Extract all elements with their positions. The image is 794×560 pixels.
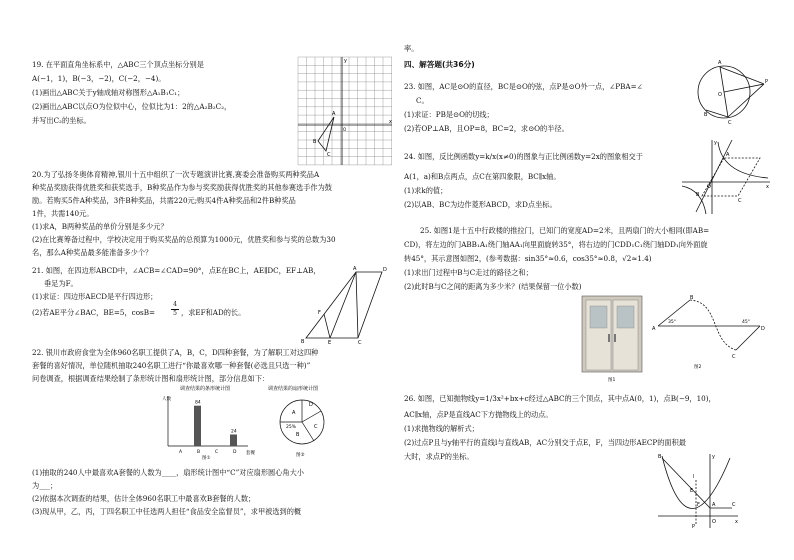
q25-line: (2)此时B与C之间的距离为多少米？(结果保留一位小数): [404, 282, 582, 291]
q24-hyperbola-figure: [678, 136, 772, 218]
q25-line: 25. 如图1是十五中行政楼的推拉门，已知门的宽度AD=2米，且两扇门的大小相同(即AB=: [420, 226, 710, 235]
q22-line: (1)抽取的240人中最喜欢A套餐的人数为____，扇形统计图中“C”对应扇形圆心角大小: [32, 468, 304, 477]
bar-chart-caption: 图①: [202, 456, 211, 460]
svg-text:C: C: [728, 120, 732, 126]
pie-label-b: B: [296, 432, 300, 438]
bar-category-label: B: [197, 450, 201, 455]
svg-text:x: x: [389, 119, 392, 125]
svg-text:P: P: [692, 524, 696, 530]
pie-label-c: C: [314, 424, 318, 430]
q26-parabola-figure: [654, 450, 740, 530]
q23-circle-figure: [692, 50, 772, 130]
svg-text:A: A: [652, 326, 656, 332]
svg-text:y: y: [712, 454, 715, 460]
fraction-denominator: 5: [173, 310, 177, 317]
door-illustration: [578, 292, 648, 384]
q23-line: (2)若OP⊥AB，且OP=8，BC=2，求⊙O的半径。: [404, 124, 569, 133]
q25-line: 转45°，其示意图如图2，(参考数据：sin35°≈0.6，cos35°≈0.8，√2≈1.4): [404, 254, 652, 263]
svg-text:B: B: [658, 454, 662, 460]
svg-text:O: O: [712, 519, 716, 525]
q23-line: (1)求证：PB是⊙O的切线；: [404, 110, 494, 119]
svg-text:C: C: [732, 502, 736, 508]
q20-line: 20.为了弘扬冬奥体育精神,银川十五中组织了一次专题演讲比赛,赛委会准备购买两种奖品A: [32, 170, 320, 179]
bar-b: [194, 406, 201, 446]
bar-chart-title: 调查结果的条形统计图: [180, 386, 231, 392]
svg-text:F: F: [318, 310, 321, 316]
q19-coordinate-grid: [296, 55, 394, 167]
svg-text:D: D: [383, 267, 387, 273]
svg-text:E: E: [690, 488, 694, 494]
svg-text:C: C: [738, 198, 742, 204]
svg-text:x: x: [735, 519, 738, 525]
svg-text:C: C: [732, 354, 736, 360]
q24-line: (2)以AB、BC为边作菱形ABCD，求D点坐标。: [404, 200, 557, 209]
q19-line: 并写出C₂的坐标。: [32, 116, 91, 125]
q24-line: A(1，a)和B点两点，点C在第四象限，BC∥x轴。: [404, 172, 561, 181]
q19-line: 19. 在平面直角坐标系中，△ABC三个顶点坐标分别是: [32, 60, 204, 69]
q24-line: (1)求k的值；: [404, 186, 448, 195]
pie-label-a: A: [292, 410, 296, 416]
q25-door-schematic: [650, 292, 770, 372]
q21-line: (1)求证：四边形AECD是平行四边形；: [32, 292, 158, 301]
q24-line: 24. 如图，反比例函数y=k/x(x≠0)的图象与正比例函数y=2x的图象相交于: [404, 152, 643, 161]
bar-value-label: 84: [195, 400, 201, 406]
svg-text:A: A: [726, 152, 730, 158]
q26-line: AC∥x轴，点P是直线AC下方抛物线上的动点。: [404, 410, 553, 419]
triangle-abc: [318, 117, 334, 151]
bar-chart: [150, 384, 260, 460]
svg-text:O: O: [707, 184, 711, 190]
svg-text:45°: 45°: [742, 320, 750, 325]
pie-chart-caption: 图②: [296, 453, 305, 458]
q22-line: 22. 银川市政府食堂为全体960名职工提供了A，B，C，D四种套餐，为了解职工对这四种: [32, 348, 319, 357]
q21-quadrilateral-figure: [300, 262, 390, 344]
q19-line: (2)画出△ABC以点O为位似中心，位似比为1：2的△A₂B₂C₂，: [32, 102, 232, 111]
point-b-label: B: [313, 139, 317, 145]
svg-text:B: B: [704, 112, 708, 118]
svg-text:图2: 图2: [694, 365, 702, 370]
section-heading: 四、解答题(共36分): [404, 60, 475, 69]
q23-line: C。: [416, 96, 429, 105]
bar-chart-ylabel: 人数: [162, 397, 171, 402]
q22-line: (3)现从甲，乙，丙，丁四名职工中任选两人担任“食品安全监督员”，求甲被选到的概: [32, 507, 302, 516]
q20-line: (1)求A，B两种奖品的单价分别是多少元？: [32, 222, 168, 231]
svg-text:35°: 35°: [668, 320, 676, 325]
svg-text:A: A: [712, 502, 716, 508]
q21-line: 垂足为F。: [44, 279, 78, 288]
svg-text:P: P: [765, 79, 769, 85]
continued-text: 率。: [404, 44, 419, 53]
q21-line: 21. 如图，在四边形ABCD中，∠ACB=∠CAD=90°，点E在BC上，AE∥DC，EF⊥AB，: [32, 266, 321, 275]
q20-line: 种奖品奖励获得优胜奖和获奖选手，B种奖品作为参与奖奖励获得优胜奖的其他参赛选手作为鼓: [32, 183, 332, 192]
q21-line: (2)若AE平分∠BAC，BE=5，cosB=: [32, 308, 156, 317]
svg-text:B: B: [690, 295, 694, 301]
q22-line: 为___；: [32, 481, 58, 490]
svg-text:A: A: [353, 266, 357, 272]
bar-chart-xlabel: 套餐: [246, 451, 255, 456]
point-c-label: C: [327, 152, 331, 158]
pie-chart: [262, 384, 342, 460]
svg-text:F: F: [697, 502, 700, 508]
q22-line: (2)依据本次调查的结果，估计全体960名职工中最喜欢B套餐的人数；: [32, 494, 256, 503]
bar-value-label: 24: [231, 429, 237, 435]
svg-text:A: A: [718, 60, 722, 66]
q20-line: 名，那么A种奖品最多能准备多少个？: [32, 248, 153, 257]
q20-line: 励。若购买5件A种奖品，3件B种奖品，共需220元;购买4件A种奖品和2件B种奖品: [32, 196, 296, 205]
origin-label: O: [343, 127, 347, 132]
door-caption: 图1: [608, 378, 616, 383]
q22-line: 问卷调查，根据调查结果绘制了条形统计图和扇形统计图，部分信息如下：: [32, 374, 270, 383]
q20-line: 1件，共需140元。: [32, 209, 94, 218]
q19-line: (1)画出△ABC关于y轴成轴对称图形△A₁B₁C₁；: [32, 88, 185, 97]
svg-text:D: D: [761, 326, 765, 332]
bar-category-label: D: [233, 450, 237, 455]
bar-category-label: C: [215, 450, 219, 455]
svg-text:E: E: [328, 340, 332, 344]
point-a-label: A: [332, 111, 336, 117]
bar-d: [230, 434, 237, 446]
q25-line: CD)，将左边的门ABB₁A₁绕门轴AA₁向里面旋转35°，将右边的门CDD₁C₁绕门轴DD₁向外面旋: [404, 240, 708, 249]
q22-line: 套餐的喜好情况，单位随机抽取240名职工进行“你最喜欢哪一种套餐(必选且只选一种)”: [32, 361, 311, 370]
svg-text:B: B: [696, 192, 700, 198]
svg-text:y: y: [714, 140, 717, 146]
fraction-numerator: 4: [173, 301, 177, 308]
pie-percent-label: 25%: [286, 425, 297, 430]
q19-line: A(−1，1)，B(−3，−2)，C(−2，−4)。: [32, 74, 166, 83]
bar-category-label: A: [179, 450, 183, 455]
svg-text:y: y: [344, 58, 347, 64]
svg-text:l: l: [693, 474, 695, 480]
q21-line: ，求EF和AD的长。: [181, 308, 246, 317]
q25-line: (1)求出门过程中B与C走过的路径之和；: [404, 268, 533, 277]
q26-line: (1)求抛物线的解析式；: [404, 424, 479, 433]
q26-line: 大时，求点P的坐标。: [404, 452, 474, 461]
pie-label-d: D: [309, 402, 313, 408]
svg-text:O: O: [718, 92, 722, 98]
q26-line: 26. 如图，已知抛物线y=1/3x²+bx+c经过△ABC的三个顶点，其中点A(0，1)，点B(−9，10)，: [404, 394, 716, 403]
pie-chart-title: 调查结果的扇形统计图: [268, 386, 319, 392]
svg-text:B: B: [301, 339, 305, 344]
q20-line: (2)在比赛筹备过程中，学校决定用于购买奖品的总预算为1000元，优胜奖和参与奖的总数为30: [32, 235, 336, 244]
svg-text:x: x: [766, 184, 769, 190]
q26-line: (2)过点P且与y轴平行的直线l与直线AB，AC分别交于点E，F，当四边形AECP的面积最: [404, 438, 686, 447]
svg-text:C: C: [358, 340, 362, 344]
q23-line: 23. 如图，AC是⊙O的直径，BC是⊙O的弦，点P是⊙O外一点，∠PBA=∠: [404, 82, 643, 91]
